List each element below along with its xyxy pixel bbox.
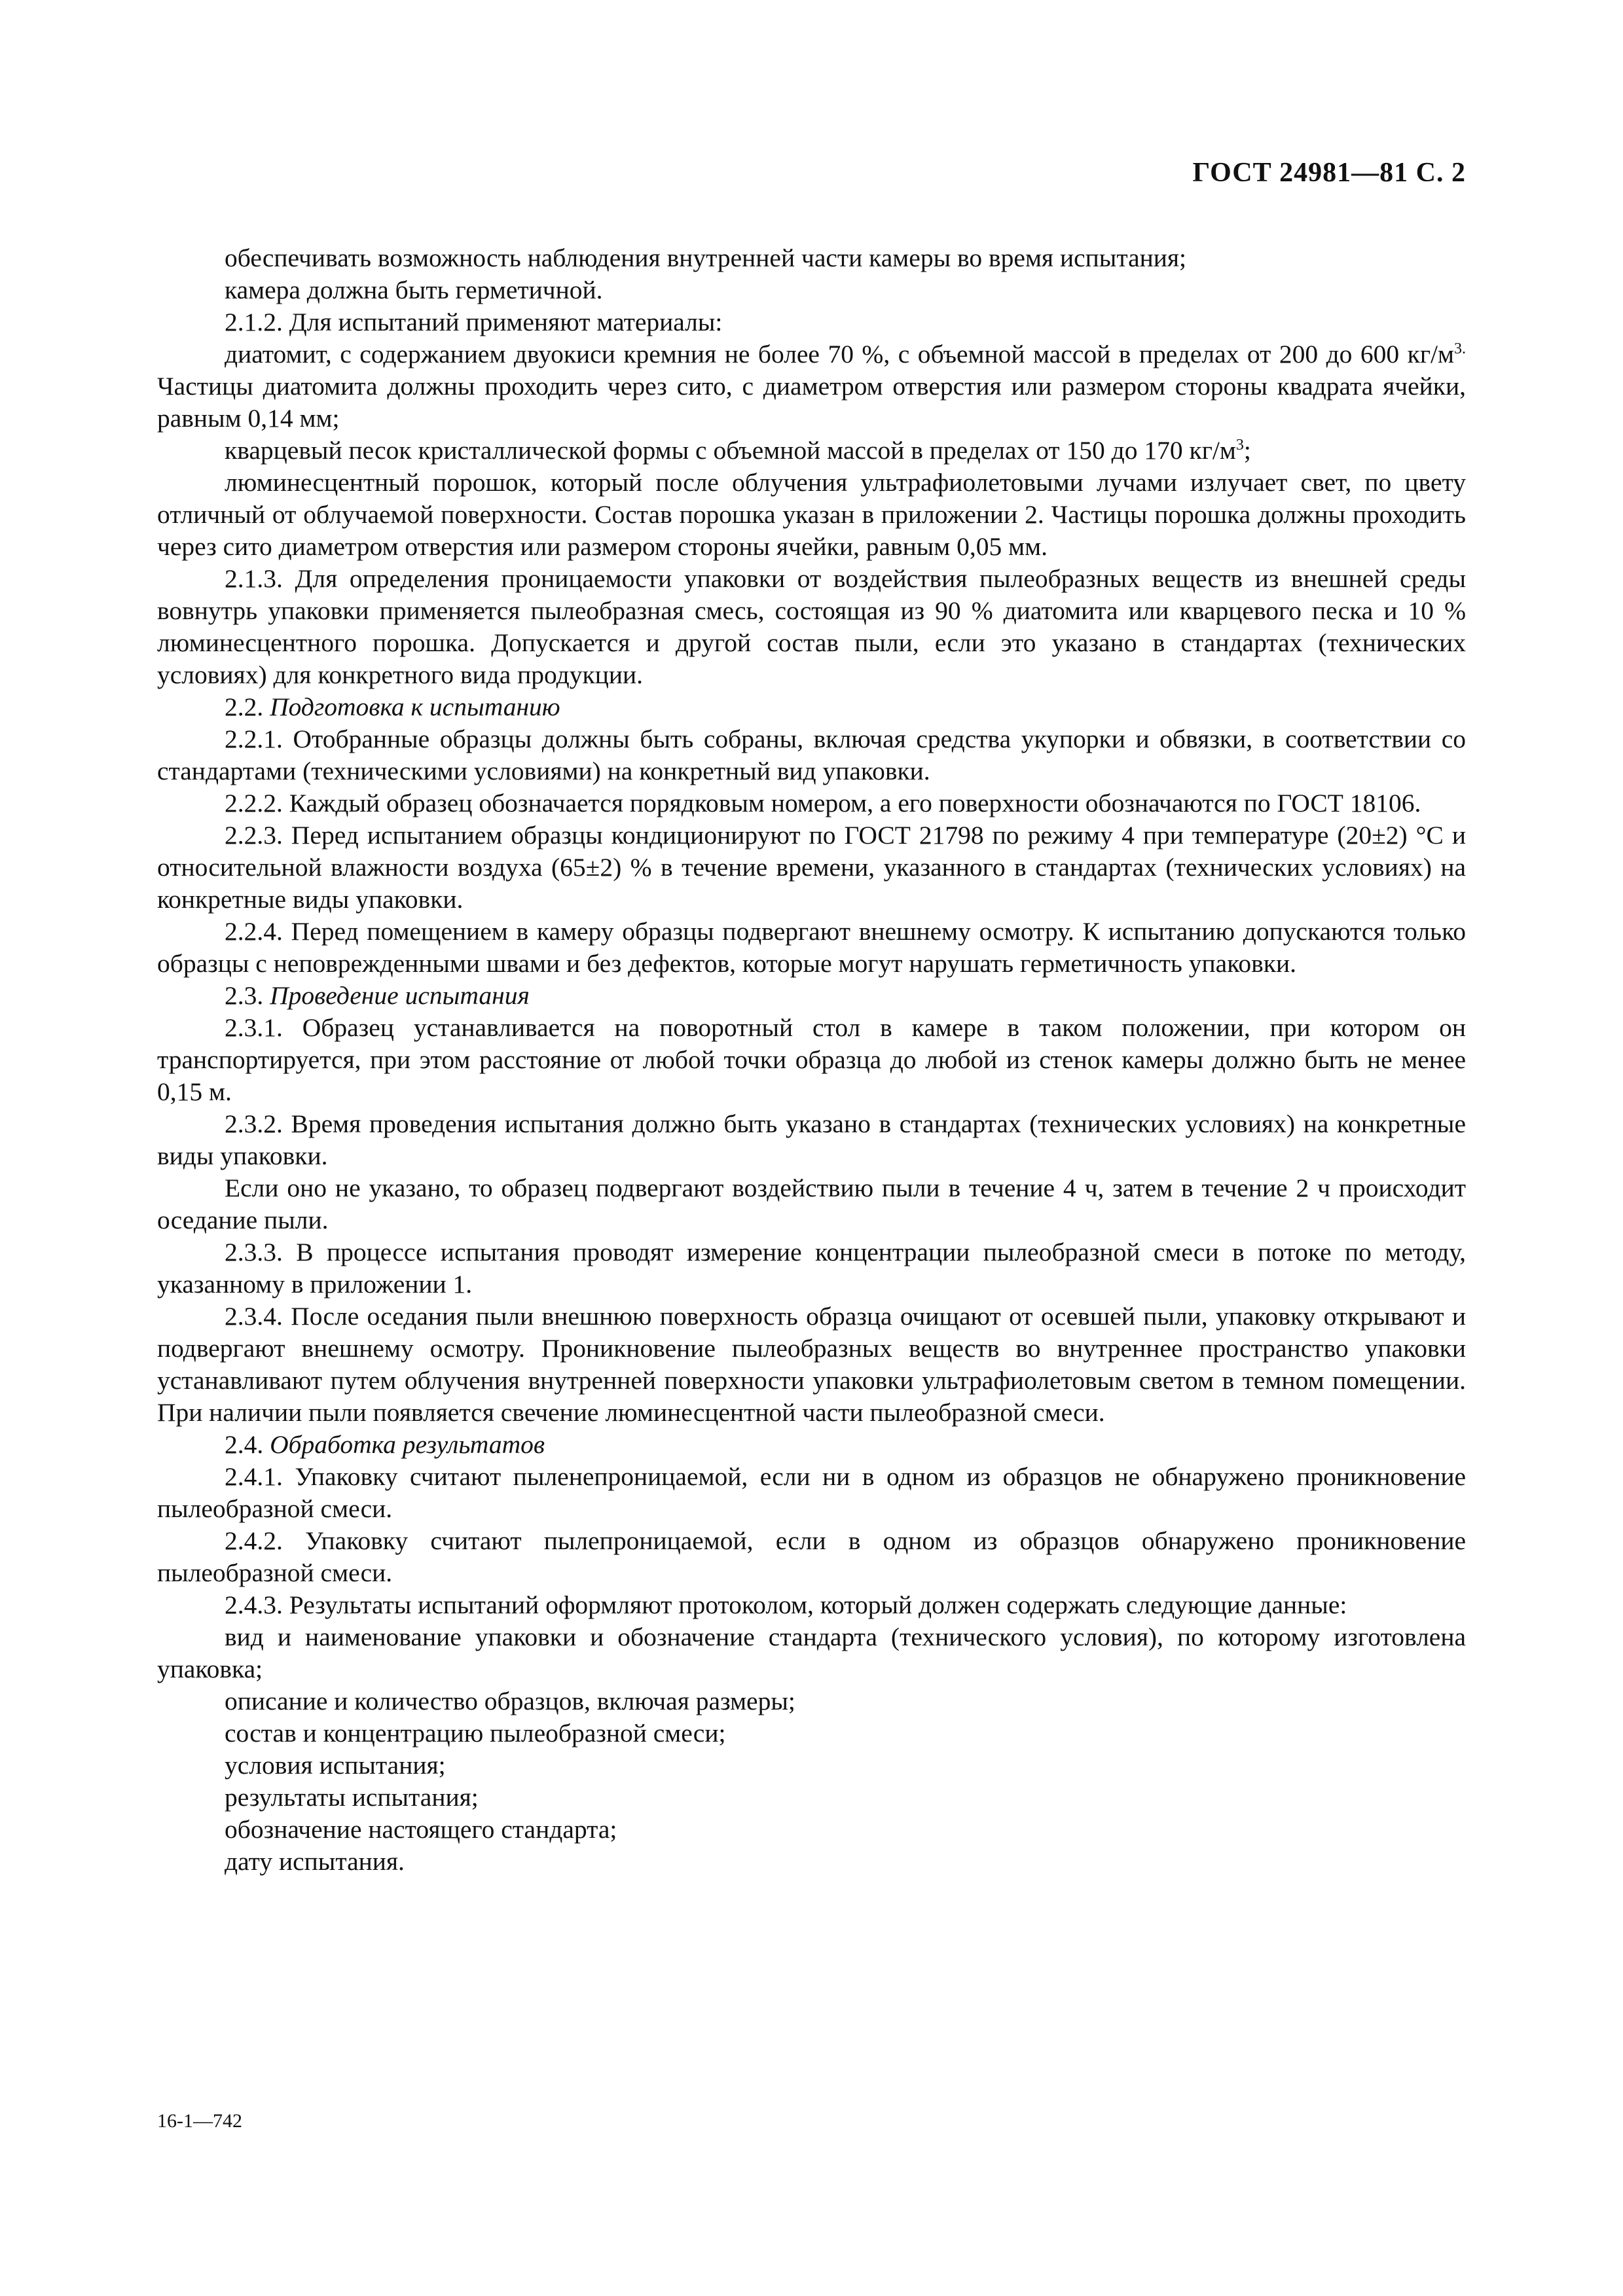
paragraph: Если оно не указано, то образец подвергают воздействию пыли в течение 4 ч, затем в течение 2 ч происходит оседание пыли. [157,1174,1466,1234]
paragraph: 2.4.3. Результаты испытаний оформляют протоколом, который должен содержать следующие данные: [225,1590,1347,1619]
paragraph: 2.3.2. Время проведения испытания должно быть указано в стандартах (технических условиях) на конкретные виды упаковки. [157,1109,1466,1170]
paragraph: 2.2.4. Перед помещением в камеру образцы подвергают внешнему осмотру. К испытанию допускаются только образцы с неповрежденными швами и без дефектов, которые могут нарушать герметичность упаковки. [157,917,1466,978]
list-item: условия испытания; [225,1751,446,1780]
paragraph: 2.2.1. Отобранные образцы должны быть собраны, включая средства укупорки и обвязки, в соответствии со стандартами (техническими условиями) на конкретный вид упаковки. [157,725,1466,785]
paragraph: кварцевый песок кристаллической формы с объемной массой в пределах от 150 до 170 $кг/м^3$; [225,436,1251,465]
paragraph: 2.3.3. В процессе испытания проводят измерение концентрации пылеобразной смеси в потоке по методу, указанному в приложении 1. [157,1238,1466,1299]
paragraph: 2.4.2. Упаковку считают пылепроницаемой, если в одном из образцов обнаружено проникновение пылеобразной смеси. [157,1526,1466,1587]
document-body [157,242,1466,1878]
paragraph: 2.2.2. Каждый образец обозначается порядковым номером, а его поверхности обозначаются по ГОСТ 18106. [225,789,1421,817]
paragraph: 2.1.2. Для испытаний применяют материалы: [225,308,723,336]
paragraph: камера должна быть герметичной. [225,276,603,304]
page-header: ГОСТ 24981—81 С. 2 [1192,158,1466,188]
paragraph: обеспечивать возможность наблюдения внутренней части камеры во время испытания; [225,243,1187,272]
list-item: описание и количество образцов, включая размеры; [225,1687,795,1715]
paragraph: 2.2.3. Перед испытанием образцы кондиционируют по ГОСТ 21798 по режиму 4 при температуре (20±2) °С и относительной влажности воздуха (65±2) % в течение времени, указанного в стандартах (технических условиях) на конкретные виды упаковки. [157,821,1466,914]
section-heading: 2.2. Подготовка к испытанию [225,692,560,721]
page-footer-code: 16-1—742 [157,2110,242,2132]
list-item: дату испытания. [225,1847,405,1876]
paragraph: 2.1.3. Для определения проницаемости упаковки от воздействия пылеобразных веществ из внешней среды вовнутрь упаковки применяется пылеобразная смесь, состоящая из 90 % диатомита или кварцевого песка и 10 % люминесцентного порошка. Допускается и другой состав пыли, если это указано в стандартах (технических условиях) для конкретного вида продукции. [157,564,1466,689]
list-item: обозначение настоящего стандарта; [225,1815,617,1844]
list-item: вид и наименование упаковки и обозначение стандарта (технического условия), по которому изготовлена упаковка; [157,1623,1466,1683]
paragraph: 2.3.1. Образец устанавливается на поворотный стол в камере в таком положении, при котором он транспортируется, при этом расстояние от любой точки образца до любой из стенок камеры должно быть не менее 0,15 м. [157,1013,1466,1106]
paragraph: люминесцентный порошок, который после облучения ультрафиолетовыми лучами излучает свет, по цвету отличный от облучаемой поверхности. Состав порошка указан в приложении 2. Частицы порошка должны проходить через сито диаметром отверстия или размером стороны ячейки, равным 0,05 мм. [157,468,1466,561]
paragraph: 2.4.1. Упаковку считают пыленепроницаемой, если ни в одном из образцов не обнаружено проникновение пылеобразной смеси. [157,1462,1466,1523]
section-heading: 2.3. Проведение испытания [225,981,530,1010]
list-item: результаты испытания; [225,1783,479,1812]
list-item: состав и концентрацию пылеобразной смеси; [225,1719,726,1748]
paragraph: диатомит, с содержанием двуокиси кремния не более 70 %, с объемной массой в пределах от 200 до 600 $кг/м^{3.}$ Частицы диатомита должны проходить через сито, с диаметром отверстия или размером стороны квадрата ячейки, равным 0,14 мм; [157,340,1466,433]
section-heading: 2.4. Обработка результатов [225,1430,545,1459]
paragraph: 2.3.4. После оседания пыли внешнюю поверхность образца очищают от осевшей пыли, упаковку открывают и подвергают внешнему осмотру. Проникновение пылеобразных веществ во внутреннее пространство упаковки устанавливают путем облучения внутренней поверхности упаковки ультрафиолетовым светом в темном помещении. При наличии пыли появляется свечение люминесцентной части пылеобразной смеси. [157,1302,1466,1427]
